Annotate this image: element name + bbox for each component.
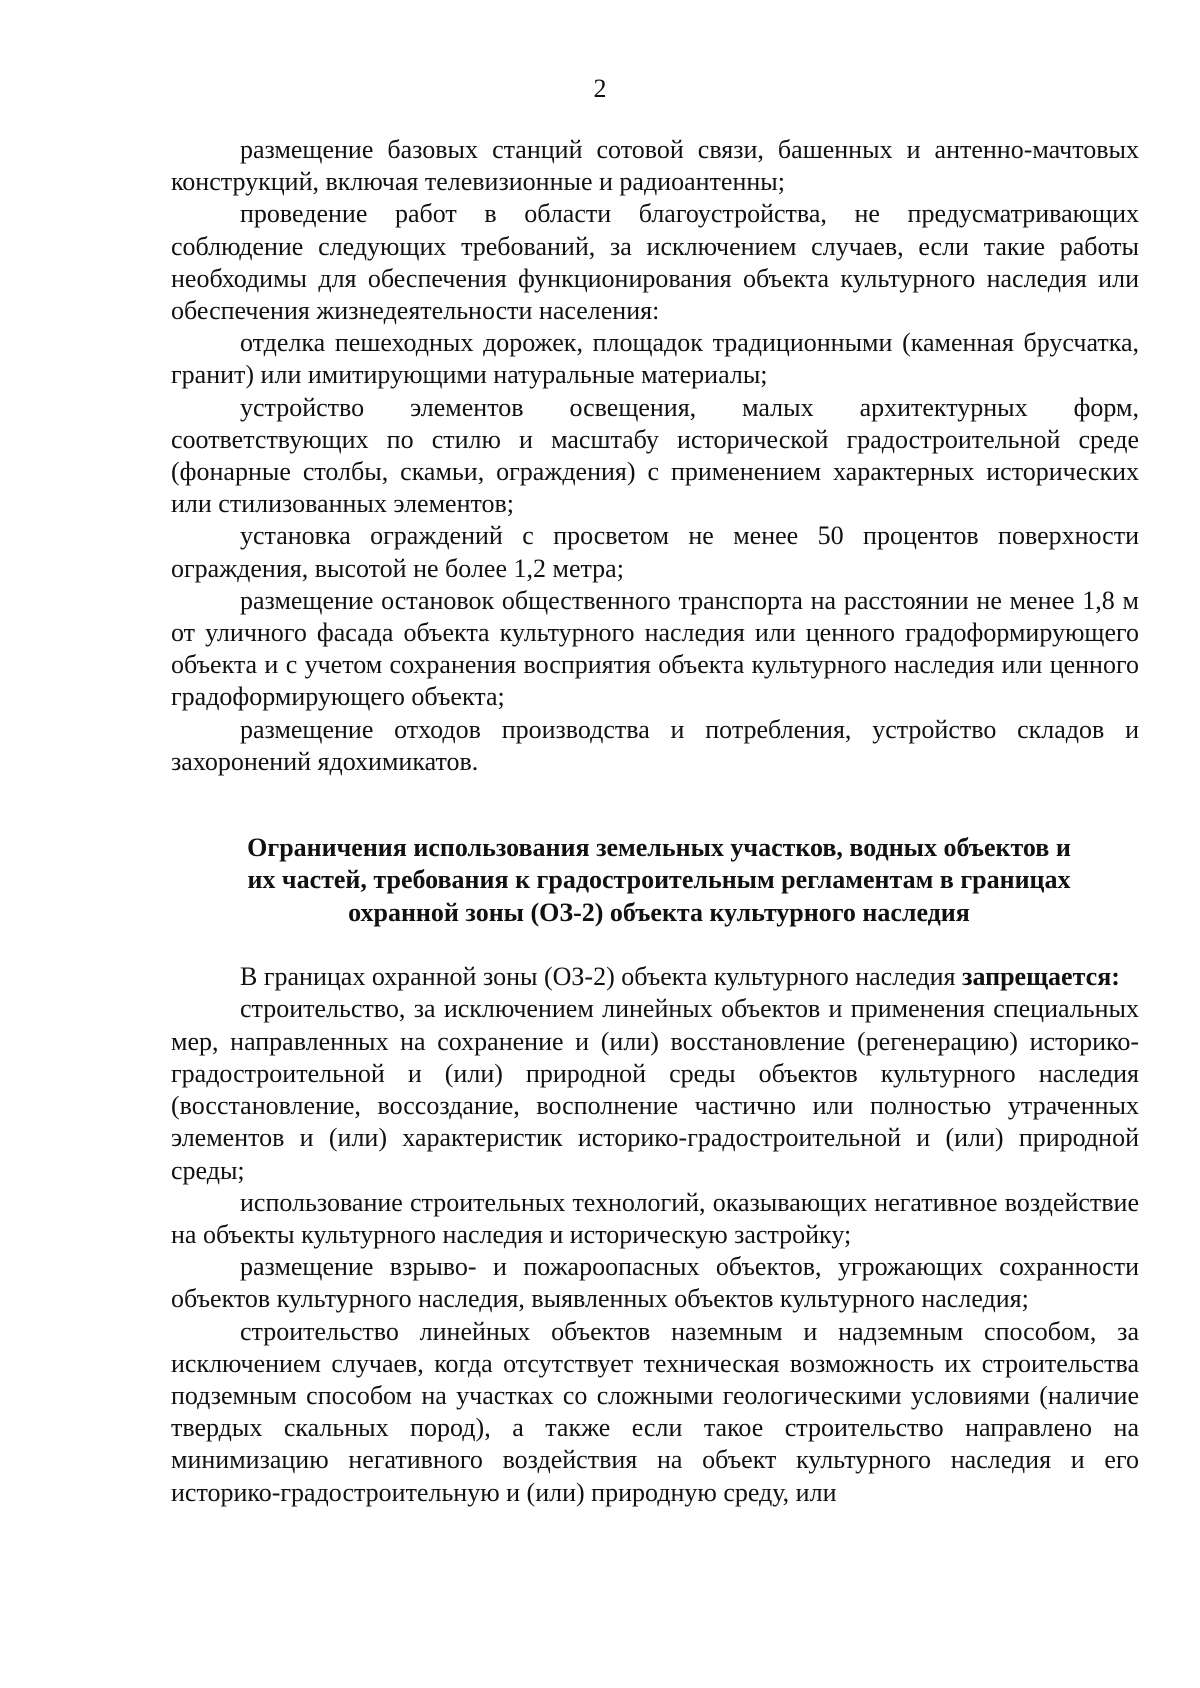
section-title — [171, 832, 1139, 929]
paragraph: установка ограждений с просветом не менее 50 процентов поверхности ограждения, высотой не более 1,2 метра; — [171, 521, 1139, 583]
page-number: 2 — [593, 74, 607, 103]
paragraph: строительство линейных объектов наземным и надземным способом, за исключением случаев, когда отсутствует техническая возможность их строительства подземным способом на участках со сложными геологическими условиями (наличие твердых скальных пород), а также если такое строительство направлено на минимизацию негативного воздействия на объект культурного наследия и его историко-градостроительную и (или) природную среду, или — [171, 1316, 1139, 1507]
paragraph: размещение отходов производства и потребления, устройство складов и захоронений ядохимикатов. — [171, 714, 1139, 776]
paragraph: размещение остановок общественного транспорта на расстоянии не менее 1,8 м от уличного фасада объекта культурного наследия или ценного градоформирующего объекта и с учетом сохранения восприятия объекта культурного наследия или ценного градоформирующего объекта; — [171, 585, 1139, 712]
paragraph: использование строительных технологий, оказывающих негативное воздействие на объекты культурного наследия и историческую застройку; — [171, 1187, 1139, 1249]
paragraph: строительство, за исключением линейных объектов и применения специальных мер, направленных на сохранение и (или) восстановление (регенерацию) историко-градостроительной и (или) природной среды объектов культурного наследия (восстановление, воссоздание, восполнение частично или полностью утраченных элементов и (или) характеристик историко-градостроительной и (или) природной среды; — [171, 994, 1139, 1185]
document-body — [171, 134, 1139, 1509]
paragraph: отделка пешеходных дорожек, площадок традиционными (каменная брусчатка, гранит) или имитирующими натуральные материалы; — [171, 328, 1139, 390]
paragraph: устройство элементов освещения, малых архитектурных форм, соответствующих по стилю и масштабу исторической градостроительной среде (фонарные столбы, скамьи, ограждения) с применением характерных исторических или стилизованных элементов; — [171, 392, 1139, 519]
intro-emphasis: запрещается: — [962, 962, 1120, 992]
paragraph: размещение взрыво- и пожароопасных объектов, угрожающих сохранности объектов культурного наследия, выявленных объектов культурного наследия; — [171, 1252, 1139, 1314]
intro-paragraph — [171, 961, 1139, 993]
section-title-line: их частей, требования к градостроительным регламентам в границах — [247, 865, 1071, 895]
paragraph: проведение работ в области благоустройства, не предусматривающих соблюдение следующих требований, за исключением случаев, если такие работы необходимы для обеспечения функционирования объекта культурного наследия или обеспечения жизнедеятельности населения: — [171, 199, 1139, 326]
intro-text: В границах охранной зоны (ОЗ-2) объекта культурного наследия — [240, 962, 962, 992]
paragraph: размещение базовых станций сотовой связи, башенных и антенно-мачтовых конструкций, включая телевизионные и радиоантенны; — [171, 135, 1139, 197]
section-title-line: Ограничения использования земельных участков, водных объектов и — [247, 833, 1071, 863]
section-title-line: охранной зоны (ОЗ-2) объекта культурного наследия — [348, 897, 970, 927]
